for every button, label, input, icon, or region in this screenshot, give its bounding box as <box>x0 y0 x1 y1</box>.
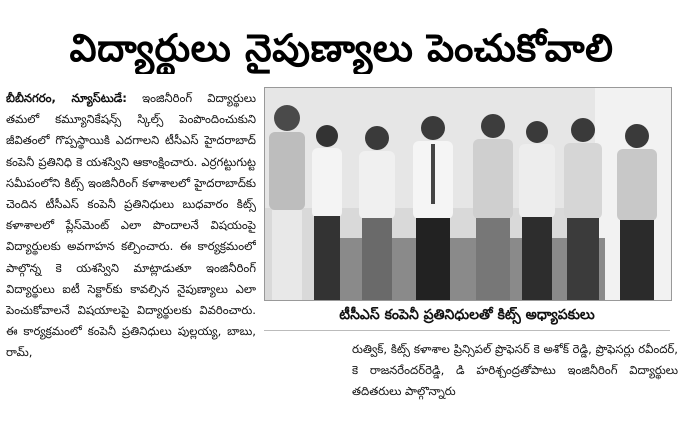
article-body-left-column <box>6 88 256 438</box>
group-photo-illustration <box>265 88 671 300</box>
photo-caption: టీసీఎస్ కంపెనీ ప్రతినిధులతో కిట్స్ అధ్యాపకులు <box>264 300 670 331</box>
article-body-right-column <box>352 339 678 439</box>
article-text-left: ఇంజినీరింగ్ విద్యార్థులు తమలో కమ్యూనికేషన్స్ స్కిల్స్ పెంపొందించుకుని జీవితంలో గొప్పస్థాయికి ఎదగాలని టీసీఎస్ హైదరాబాద్ కంపెనీ ప్రతినిధి కె యశస్విని ఆకాంక్షించారు. ఎర్రగట్టుగుట్ట సమీపంలోని కిట్స్ ఇంజినీరింగ్ కళాశాలలో హైదరాబాద్‌కు చెందిన టీసీఎస్ కంపెనీ ప్రతినిధులు బుధవారం కిట్స్ కళాశాలలో ప్లేస్‌మెంట్ ఎలా పొందాలనే విషయంపై విద్యార్థులకు అవగాహన కల్పించారు. ఈ కార్యక్రమంలో పాల్గొన్న కె యశస్విని మాట్లాడుతూ ఇంజినీరింగ్ విద్యార్థులు ఐటీ సెక్టార్‌కు కావల్సిన నైపుణ్యాలు ఎలా పెంచుకోవాలనే విషయాలపై విద్యార్థులకు వివరించారు. ఈ కార్యక్రమంలో కంపెనీ ప్రతినిధులు పుల్లయ్య, బాబు, రామ్, <box>6 91 256 360</box>
article-body-right: రుత్విక్, కిట్స్ కళాశాల ప్రిన్సిపల్ ప్రొఫెసర్ కె అశోక్ రెడ్డి, ప్రొఫెసర్లు రవీందర్, కె రాజనరేందర్‌రెడ్డి, డి హరిశ్చంద్రతోపాటు ఇంజినీరింగ్ విద్యార్థులు తదితరులు పాల్గొన్నారు <box>352 342 678 399</box>
article-body-left <box>6 88 256 364</box>
headline: విద్యార్థులు నైపుణ్యాలు పెంచుకోవాలి <box>69 26 614 70</box>
group-photo <box>264 87 672 301</box>
dateline: బీబీనగరం, న్యూస్‌టుడే: <box>6 91 127 105</box>
